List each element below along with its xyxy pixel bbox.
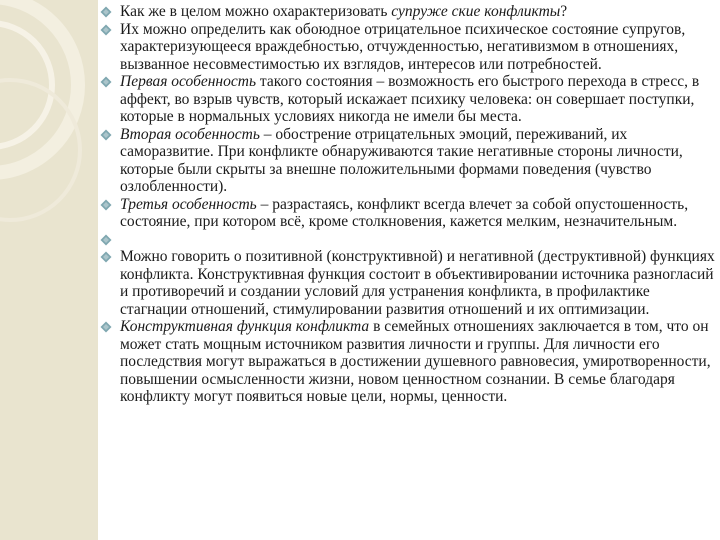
decorative-side-panel — [0, 0, 100, 540]
diamond-bullet-icon — [100, 129, 112, 141]
bullet-text: Можно говорить о позитивной (конструктивной) и негативной (деструктивной) функциях конфликта. Конструктивная функция состоит в объективировании источника разногласий и противоречий и создании условий для устранения конфликта, в профилактике стагнации отношений, стимулировании развития отношений и их оптимизации. — [120, 248, 715, 318]
bullet-text: – разрастаясь, конфликт всегда влечет за собой опустошенность, состояние, при котором всё, кроме столкновения, кажется мелким, незначительным. — [120, 195, 689, 230]
emphasized-text: Конструктивная функция конфликта — [120, 318, 370, 335]
emphasized-text: Первая особенность — [120, 73, 256, 90]
emphasized-text: супруже ские конфликты — [391, 3, 561, 20]
bullet-item — [98, 318, 716, 406]
emphasized-text: Вторая особенность — [120, 125, 260, 143]
bullet-text: в семейных отношениях заключается в том, что он может стать мощным источником развития личности и группы. Для личности его последствия могут выражаться в достижении душевного равновесия, умиротворенности, повышении осмысленности жизни, новом ценностном сознании. В семье благодаря конфликту могут появиться новые цели, нормы, ценности. — [120, 318, 711, 405]
bullet-text: Как же в целом можно охарактеризовать — [120, 3, 392, 20]
bullet-item — [98, 21, 716, 74]
diamond-bullet-icon — [100, 321, 112, 333]
bullet-item — [98, 196, 716, 231]
bullet-item — [98, 73, 716, 126]
diamond-bullet-icon — [100, 199, 112, 211]
bullet-item — [98, 231, 716, 249]
empty-bullet-line — [120, 231, 716, 249]
emphasized-text: Третья особенность — [120, 195, 257, 213]
decorative-rings — [0, 0, 100, 540]
slide-content — [98, 0, 716, 540]
diamond-bullet-icon — [100, 76, 112, 88]
diamond-bullet-icon — [100, 251, 112, 263]
diamond-bullet-icon — [100, 24, 112, 36]
diamond-bullet-icon — [100, 234, 112, 246]
bullet-list — [98, 3, 716, 406]
bullet-text: – обострение отрицательных эмоций, переживаний, их саморазвитие. При конфликте обнаруживаются такие негативные стороны личности, которые были скрыты за внешне положительными формами поведения (чувство озлобленности). — [120, 125, 683, 195]
bullet-item — [98, 248, 716, 318]
bullet-text: ? — [560, 3, 568, 20]
bullet-text: такого состояния – возможность его быстрого перехода в стресс, в аффект, во взрыв чувств, который искажает психику человека: он совершает поступки, которые в нормальных условиях никогда не имели бы места. — [120, 73, 700, 125]
diamond-bullet-icon — [100, 6, 112, 18]
bullet-item — [98, 126, 716, 196]
bullet-text: Их можно определить как обоюдное отрицательное психическое состояние супругов, характеризующееся враждебностью, отчужденностью, негативизмом в отношениях, вызванное несовместимостью их взглядов, интересов или потребностей. — [120, 20, 686, 73]
bullet-item — [98, 3, 716, 21]
